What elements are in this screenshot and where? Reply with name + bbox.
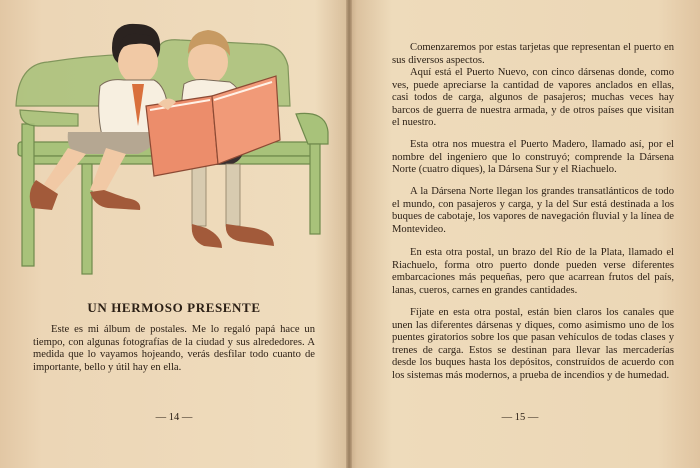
right-paragraph-5: En esta otra postal, un brazo del Río de la Plata, llamado el Riachuelo, forma otro puerto donde pueden verse diferentes embarcaciones más pequeñas, pero que acarrean frutos del país, lanas, cueros, carnes en grandes cantidades. bbox=[392, 247, 674, 296]
right-paragraph-4: A la Dársena Norte llegan los grandes transatlánticos de todo el mundo, con pasajeros y carga, y la del Sur está destinada a los buques de cabotaje, los vapores de navegación fluvial y la línea de Montevideo. bbox=[392, 186, 674, 235]
boys-on-bench-illustration bbox=[8, 14, 338, 278]
page-number-left: — 14 — bbox=[155, 412, 193, 423]
page-number-right: — 15 — bbox=[501, 412, 539, 423]
left-paragraph: Este es mi álbum de postales. Me lo regaló papá hace un tiempo, con algunas fotografías de la ciudad y sus alrededores. A medida que lo vayamos hojeando, verás desfilar todo cuanto de importante, bello y útil hay en ella. bbox=[33, 324, 315, 373]
right-paragraph-2: Aquí está el Puerto Nuevo, con cinco dársenas donde, como ves, puede apreciarse la cantidad de vapores anclados en ellas, casi todos de carga, algunos de pasajeros; muchas veces hay barcos de guerra de nuestra armada, y de otros países que visitan el nuestro. bbox=[392, 67, 674, 129]
page-heading: UN HERMOSO PRESENTE bbox=[87, 300, 261, 315]
left-page bbox=[0, 0, 348, 468]
right-paragraph-1: Comenzaremos por estas tarjetas que representan el puerto en sus diversos aspectos. bbox=[392, 42, 674, 66]
right-paragraph-6: Fíjate en esta otra postal, están bien claros los canales que unen las diferentes dársenas y diques, como asimismo uno de los puentes giratorios sobre los que pasan vehículos de todas clases y trenes de carga. Estos se destinan para llevar las mercaderías desde los buques hasta los depósitos, construídos de acuerdo con los sistemas más modernos, a prueba de incendios y de humedad. bbox=[392, 307, 674, 381]
right-page bbox=[352, 0, 700, 468]
right-paragraph-3: Esta otra nos muestra el Puerto Madero, llamado así, por el nombre del ingeniero que lo construyó; comprende la Dársena Norte (cuatro diques), la Dársena Sur y el Riachuelo. bbox=[392, 139, 674, 176]
